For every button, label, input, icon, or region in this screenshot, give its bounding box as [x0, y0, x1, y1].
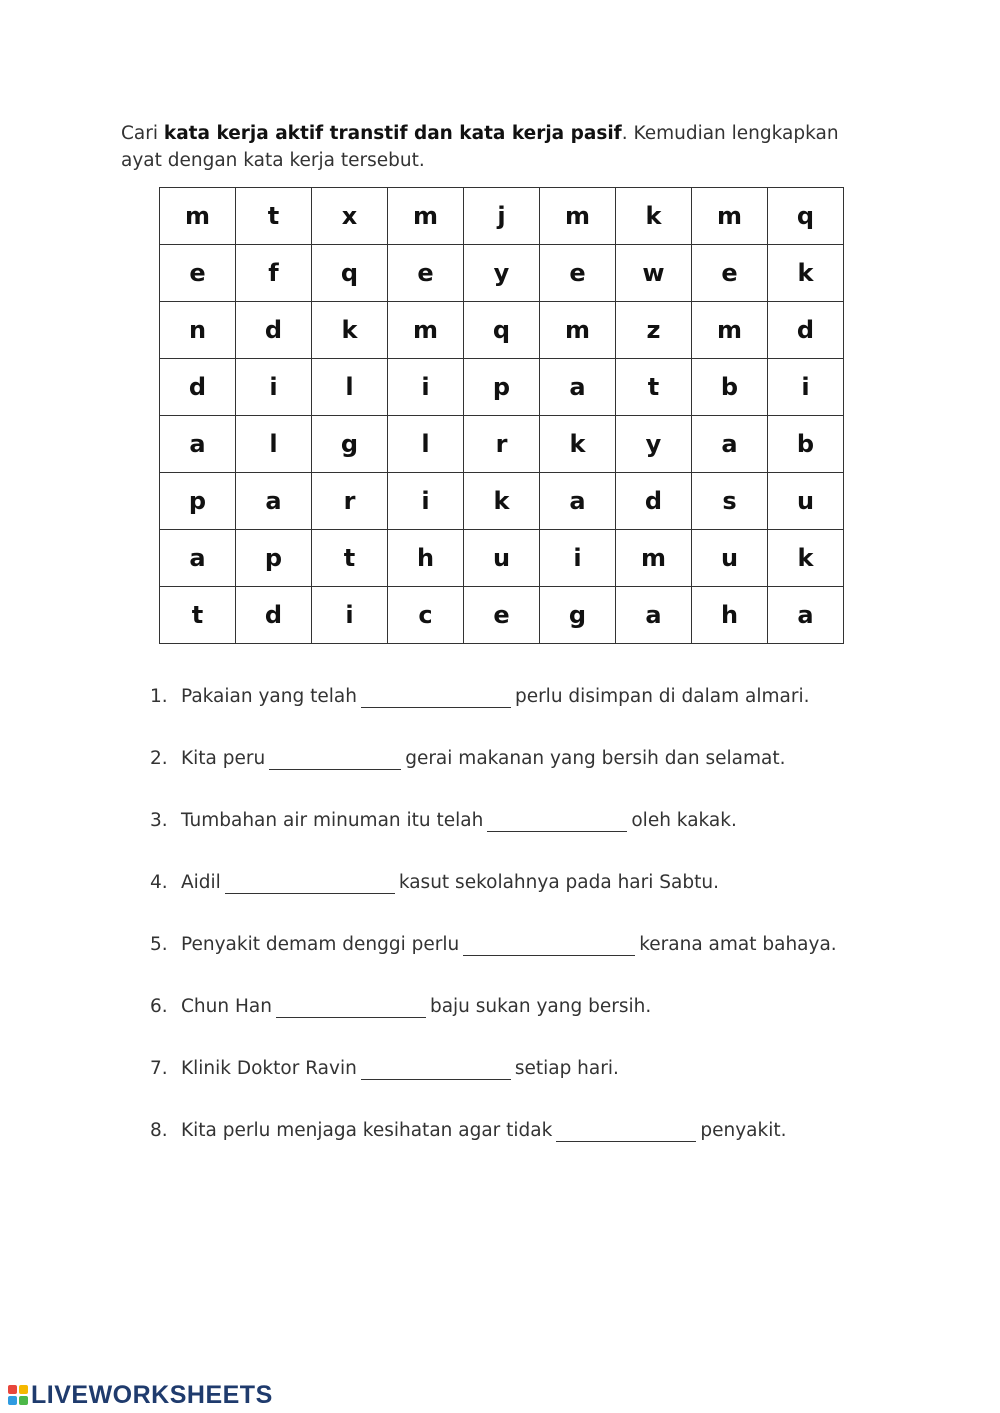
grid-cell[interactable]: a	[768, 587, 844, 644]
grid-row	[160, 188, 844, 245]
answer-blank[interactable]	[361, 685, 511, 708]
answer-blank[interactable]	[487, 809, 627, 832]
question-text-after: oleh kakak.	[631, 810, 737, 831]
grid-cell[interactable]: g	[312, 416, 388, 473]
grid-cell[interactable]: k	[616, 188, 692, 245]
grid-cell[interactable]: m	[616, 530, 692, 587]
grid-cell[interactable]: p	[236, 530, 312, 587]
grid-cell[interactable]: m	[692, 302, 768, 359]
question-number: 5.	[150, 934, 168, 955]
word-search-grid	[159, 187, 844, 644]
question-number: 4.	[150, 872, 168, 893]
grid-cell[interactable]: e	[540, 245, 616, 302]
question-text-before: Kita perlu menjaga kesihatan agar tidak	[181, 1120, 553, 1141]
question-number: 6.	[150, 996, 168, 1017]
grid-row	[160, 302, 844, 359]
answer-blank[interactable]	[269, 747, 401, 770]
grid-cell[interactable]: c	[388, 587, 464, 644]
grid-cell[interactable]: g	[540, 587, 616, 644]
question-item	[150, 866, 837, 928]
grid-cell[interactable]: i	[312, 587, 388, 644]
question-text-after: kerana amat bahaya.	[639, 934, 837, 955]
grid-row	[160, 530, 844, 587]
grid-cell[interactable]: e	[464, 587, 540, 644]
grid-row	[160, 359, 844, 416]
grid-cell[interactable]: y	[464, 245, 540, 302]
question-text-before: Tumbahan air minuman itu telah	[181, 810, 484, 831]
grid-cell[interactable]: a	[160, 416, 236, 473]
question-text-after: gerai makanan yang bersih dan selamat.	[405, 748, 786, 769]
grid-cell[interactable]: k	[768, 530, 844, 587]
logo-block	[8, 1385, 17, 1394]
grid-cell[interactable]: d	[616, 473, 692, 530]
question-text-after: baju sukan yang bersih.	[429, 996, 652, 1017]
grid-cell[interactable]: a	[616, 587, 692, 644]
question-text-before: Kita peru	[181, 748, 266, 769]
grid-cell[interactable]: e	[388, 245, 464, 302]
grid-cell[interactable]: u	[768, 473, 844, 530]
logo-block	[19, 1385, 28, 1394]
brand-name: LIVEWORKSHEETS	[31, 1380, 273, 1409]
question-text-before: Chun Han	[181, 996, 272, 1017]
answer-blank[interactable]	[361, 1057, 511, 1080]
grid-cell[interactable]: n	[160, 302, 236, 359]
logo-block	[19, 1396, 28, 1405]
grid-cell[interactable]: i	[388, 473, 464, 530]
grid-cell[interactable]: l	[312, 359, 388, 416]
grid-cell[interactable]: b	[768, 416, 844, 473]
question-number: 1.	[150, 686, 168, 707]
logo-block	[8, 1396, 17, 1405]
grid-cell[interactable]: a	[692, 416, 768, 473]
grid-cell[interactable]: t	[616, 359, 692, 416]
question-text-before: Klinik Doktor Ravin	[181, 1058, 357, 1079]
grid-row	[160, 245, 844, 302]
grid-cell[interactable]: e	[160, 245, 236, 302]
grid-cell[interactable]: k	[540, 416, 616, 473]
answer-blank[interactable]	[556, 1119, 696, 1142]
grid-cell[interactable]: p	[160, 473, 236, 530]
grid-cell[interactable]: t	[236, 188, 312, 245]
question-text-before: Penyakit demam denggi perlu	[181, 934, 460, 955]
grid-row	[160, 416, 844, 473]
question-item	[150, 742, 837, 804]
grid-cell[interactable]: m	[388, 302, 464, 359]
grid-cell[interactable]: i	[768, 359, 844, 416]
grid-cell[interactable]: a	[236, 473, 312, 530]
grid-cell[interactable]: d	[768, 302, 844, 359]
grid-cell[interactable]: m	[540, 302, 616, 359]
grid-row	[160, 587, 844, 644]
logo-blocks-icon	[8, 1385, 28, 1405]
question-number: 3.	[150, 810, 168, 831]
question-text-after: perlu disimpan di dalam almari.	[514, 686, 810, 707]
grid-cell[interactable]: y	[616, 416, 692, 473]
grid-cell[interactable]: t	[160, 587, 236, 644]
question-item	[150, 990, 837, 1052]
grid-cell[interactable]: u	[464, 530, 540, 587]
grid-cell[interactable]: k	[312, 302, 388, 359]
grid-cell[interactable]: i	[236, 359, 312, 416]
grid-cell[interactable]: i	[388, 359, 464, 416]
grid-cell[interactable]: m	[692, 188, 768, 245]
grid-cell[interactable]: l	[388, 416, 464, 473]
grid-cell[interactable]: a	[540, 473, 616, 530]
instruction-suffix: . Kemudian lengkapkan ayat dengan kata kerja tersebut.	[121, 123, 839, 171]
grid-cell[interactable]: r	[464, 416, 540, 473]
grid-cell[interactable]: x	[312, 188, 388, 245]
question-number: 2.	[150, 748, 168, 769]
grid-cell[interactable]: s	[692, 473, 768, 530]
grid-cell[interactable]: b	[692, 359, 768, 416]
grid-cell[interactable]: i	[540, 530, 616, 587]
grid-cell[interactable]: m	[540, 188, 616, 245]
answer-blank[interactable]	[225, 871, 395, 894]
question-text-after: setiap hari.	[514, 1058, 619, 1079]
grid-cell[interactable]: d	[236, 302, 312, 359]
question-item	[150, 928, 837, 990]
grid-cell[interactable]: q	[768, 188, 844, 245]
grid-cell[interactable]: z	[616, 302, 692, 359]
grid-cell[interactable]: a	[160, 530, 236, 587]
instruction-text	[121, 120, 881, 174]
grid-cell[interactable]: k	[464, 473, 540, 530]
question-item	[150, 1114, 837, 1176]
grid-cell[interactable]: a	[540, 359, 616, 416]
grid-cell[interactable]: k	[768, 245, 844, 302]
question-text-after: penyakit.	[700, 1120, 787, 1141]
grid-cell[interactable]: f	[236, 245, 312, 302]
question-item	[150, 680, 837, 742]
question-item	[150, 1052, 837, 1114]
question-number: 7.	[150, 1058, 168, 1079]
grid-cell[interactable]: q	[464, 302, 540, 359]
grid-cell[interactable]: p	[464, 359, 540, 416]
instruction-bold: kata kerja aktif transtif dan kata kerja pasif	[163, 123, 622, 144]
grid-cell[interactable]: l	[236, 416, 312, 473]
question-text-after: kasut sekolahnya pada hari Sabtu.	[398, 872, 719, 893]
answer-blank[interactable]	[463, 933, 635, 956]
question-item	[150, 804, 837, 866]
instruction-prefix: Cari	[121, 123, 164, 144]
grid-cell[interactable]: j	[464, 188, 540, 245]
grid-cell[interactable]: t	[312, 530, 388, 587]
question-text-before: Aidil	[181, 872, 221, 893]
grid-cell[interactable]: m	[160, 188, 236, 245]
answer-blank[interactable]	[276, 995, 426, 1018]
question-list	[150, 680, 837, 1176]
grid-cell[interactable]: d	[236, 587, 312, 644]
grid-cell[interactable]: w	[616, 245, 692, 302]
grid-cell[interactable]: e	[692, 245, 768, 302]
grid-cell[interactable]: m	[388, 188, 464, 245]
question-number: 8.	[150, 1120, 168, 1141]
grid-cell[interactable]: h	[692, 587, 768, 644]
grid-cell[interactable]: h	[388, 530, 464, 587]
liveworksheets-logo	[8, 1378, 273, 1412]
grid-cell[interactable]: q	[312, 245, 388, 302]
grid-row	[160, 473, 844, 530]
grid-cell[interactable]: r	[312, 473, 388, 530]
grid-cell[interactable]: d	[160, 359, 236, 416]
question-text-before: Pakaian yang telah	[181, 686, 357, 707]
grid-cell[interactable]: u	[692, 530, 768, 587]
